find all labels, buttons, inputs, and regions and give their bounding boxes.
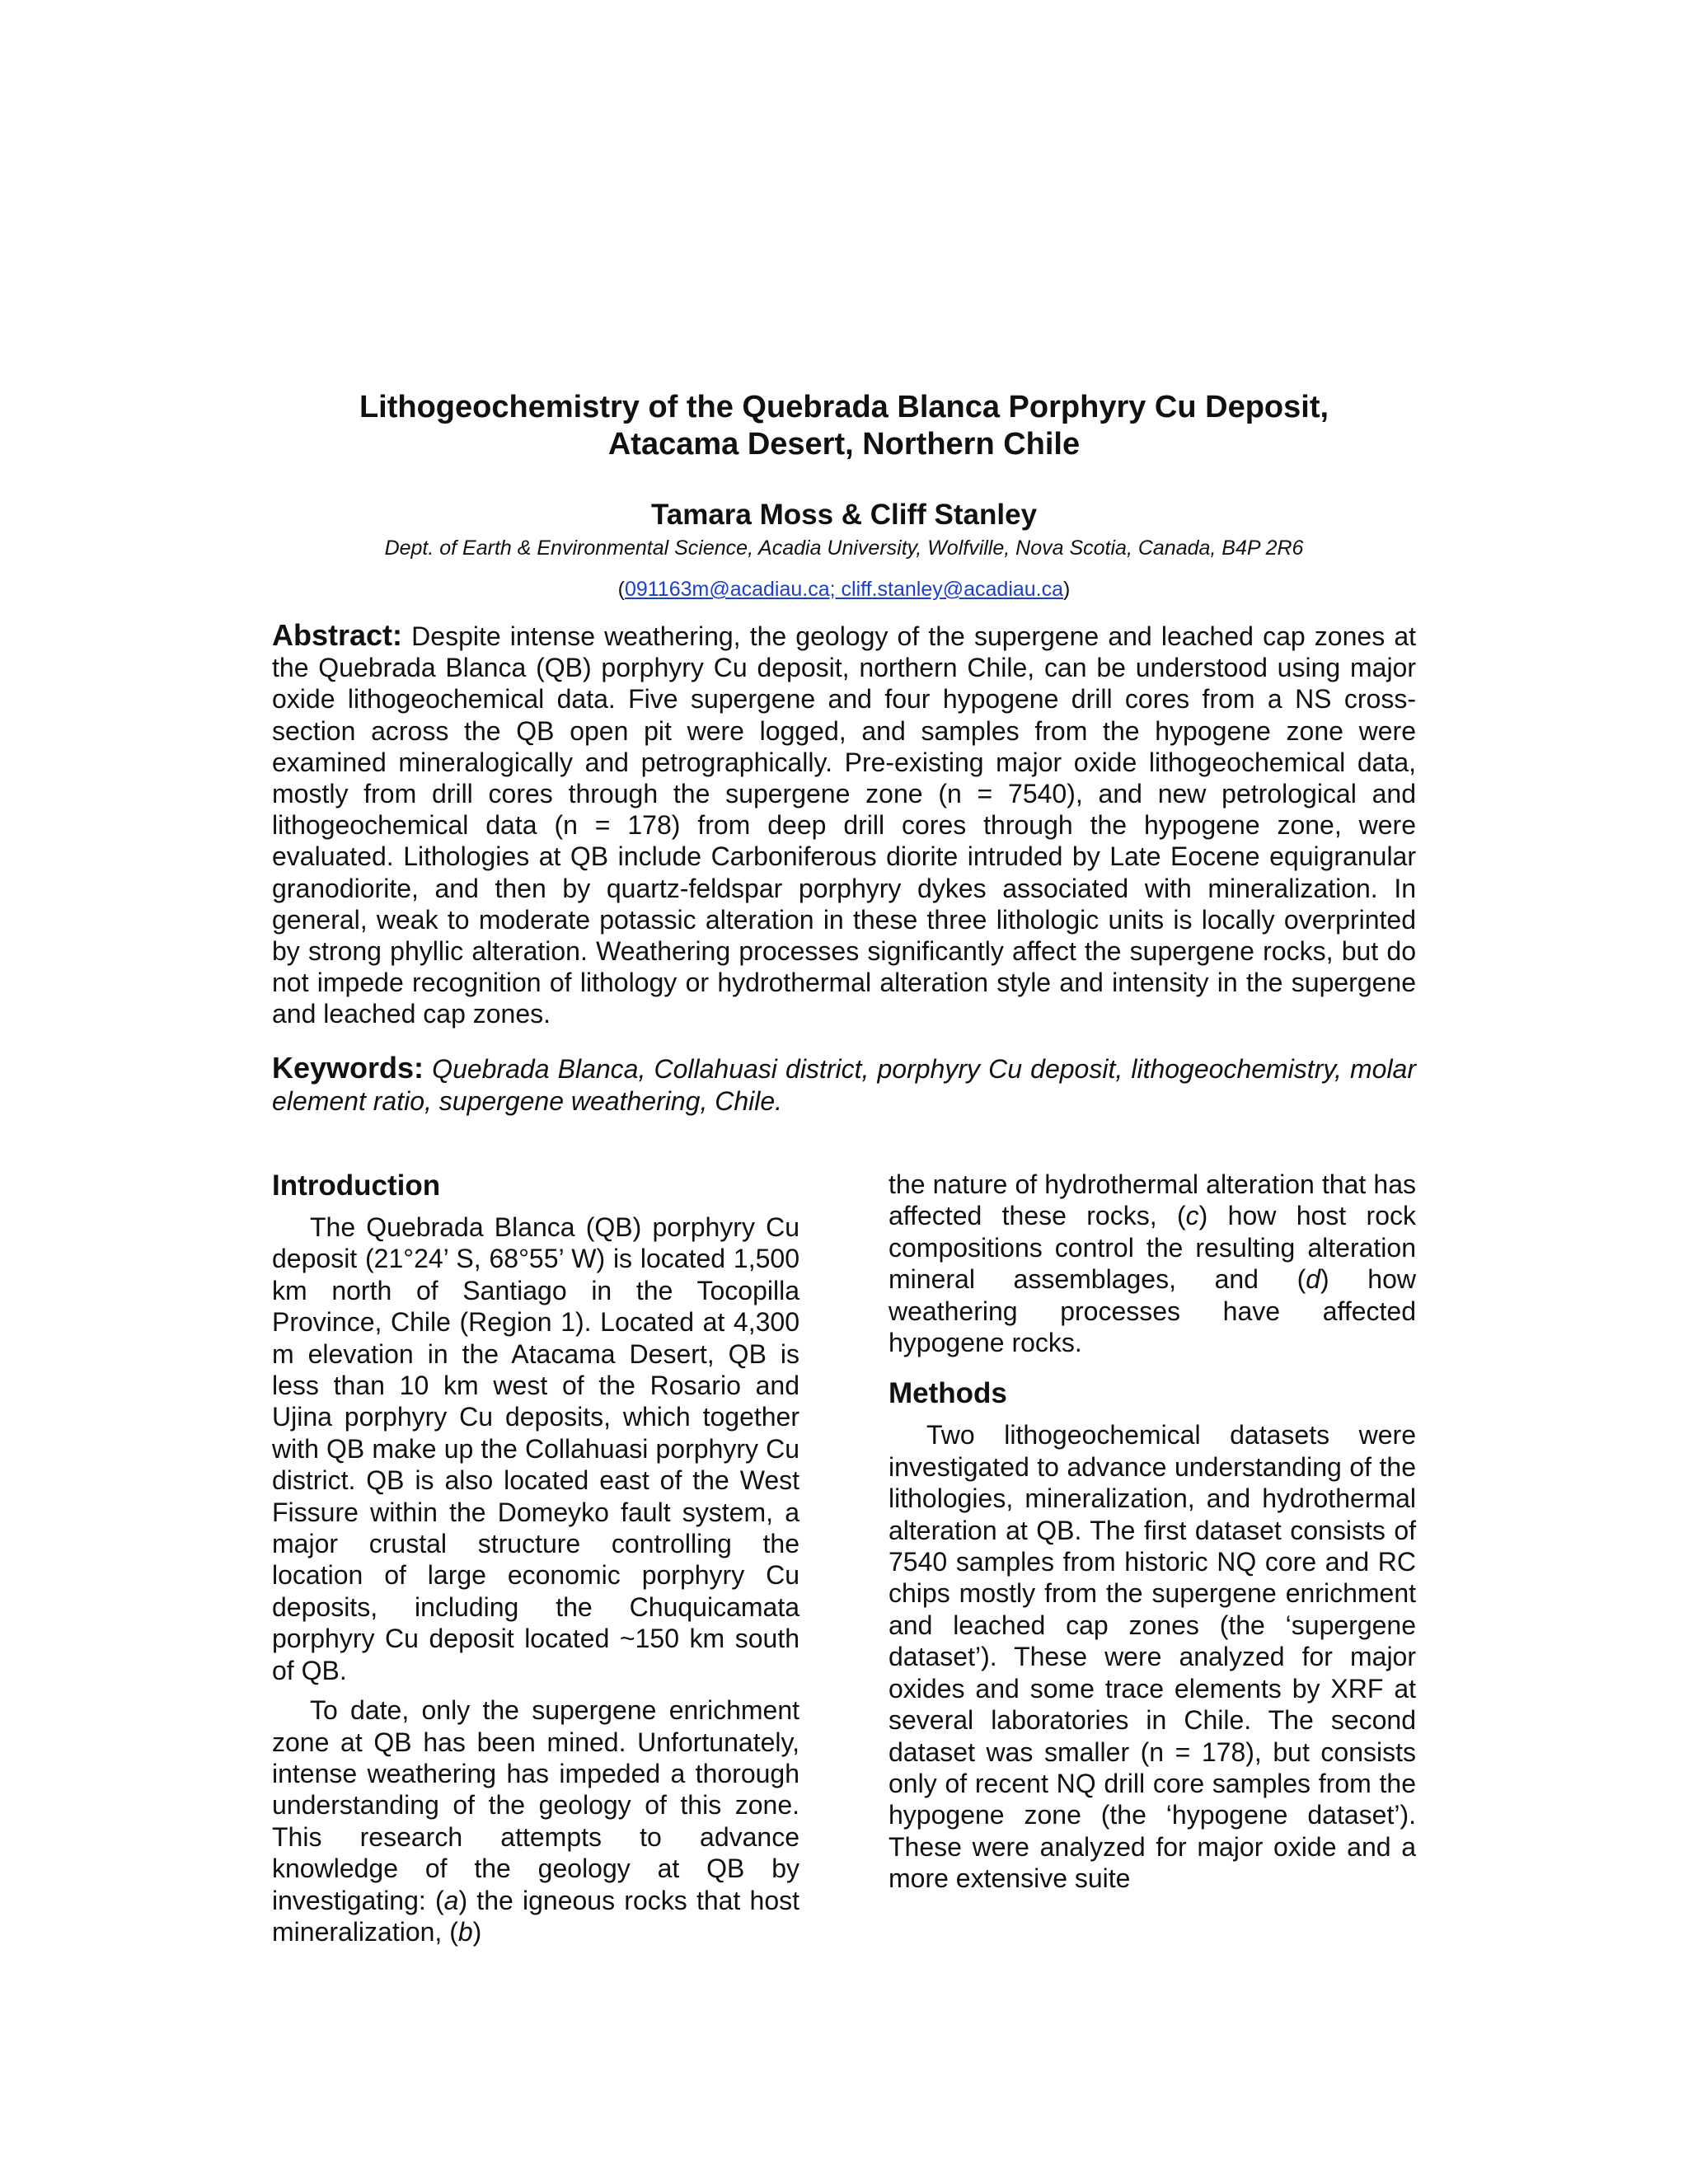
left-column — [272, 1169, 799, 1956]
intro-p2-text-3: ) — [472, 1916, 482, 1947]
emails-close-paren: ) — [1063, 578, 1071, 601]
intro-p2-item-a: a — [443, 1885, 459, 1915]
keywords-text: Quebrada Blanca, Collahuasi district, porphyry Cu deposit, lithogeochemistry, molar element ratio, supergene weathering, Chile. — [272, 1054, 1417, 1116]
intro-p2c-item-c: c — [1185, 1201, 1199, 1231]
intro-p2c-text-1: the nature of hydrothermal alteration that has affected these rocks, ( — [889, 1169, 1416, 1231]
intro-p2-text-2: ) the igneous rocks that host mineralization, ( — [272, 1885, 799, 1947]
author-emails — [270, 577, 1418, 602]
introduction-paragraph-2 — [272, 1694, 799, 1947]
methods-heading: Methods — [889, 1377, 1007, 1410]
authors: Tamara Moss & Cliff Stanley — [650, 499, 1038, 531]
emails-open-paren: ( — [617, 578, 625, 601]
intro-p2-item-b: b — [457, 1916, 473, 1947]
introduction-paragraph-1: The Quebrada Blanca (QB) porphyry Cu deposit (21°24’ S, 68°55’ W) is located 1,500 km north of Santiago in the Tocopilla Province, Chile (Region 1). Located at 4,300 m elevation in the Atacama Desert, QB is less than 10 km west of the Rosario and Ujina porphyry Cu deposits, which together with QB make up the Collahuasi porphyry Cu district. QB is also located east of the West Fissure within the Domeyko fault system, a major crustal structure controlling the location of large economic porphyry Cu deposits, including the Chuquicamata porphyry Cu deposit located ~150 km south of QB. — [272, 1212, 799, 1685]
keywords-label: Keywords: — [272, 1051, 424, 1085]
affiliation: Dept. of Earth & Environmental Science, Acadia University, Wolfville, Nova Scotia, Canada, B4P 2R6 — [384, 537, 1304, 560]
abstract — [272, 620, 1416, 1030]
methods-paragraph-1: Two lithogeochemical datasets were investigated to advance understanding of the lithologies, mineralization, and hydrothermal alteration at QB. The first dataset consists of 7540 samples from historic NQ core and RC chips mostly from the supergene enrichment and leached cap zones (the ‘supergene dataset’). These were analyzed for major oxides and some trace elements by XRF at several laboratories in Chile. The second dataset was smaller (n = 178), but consists only of recent NQ drill core samples from the hypogene zone (the ‘hypogene dataset’). These were analyzed for major oxide and a more extensive suite — [889, 1420, 1416, 1894]
paper-title — [270, 389, 1418, 463]
abstract-text: Despite intense weathering, the geology of the supergene and leached cap zones at the Quebrada Blanca (QB) porphyry Cu deposit, northern Chile, can be understood using major oxide lithogeochemical data. Five supergene and four hypogene drill cores from a NS cross-section across the QB open pit were logged, and samples from the hypogene zone were examined mineralogically and petrographically. Pre-existing major oxide lithogeochemical data, mostly from drill cores through the supergene zone (n = 7540), and new petrological and lithogeochemical data (n = 178) from deep drill cores through the hypogene zone, were evaluated. Lithologies at QB include Carboniferous diorite intruded by Late Eocene equigranular granodiorite, and then by quartz-feldspar porphyry dykes associated with mineralization. In general, weak to moderate potassic alteration in these three lithologic units is locally overprinted by strong phyllic alteration. Weathering processes significantly affect the supergene rocks, but do not impede recognition of lithology or hydrothermal alteration style and intensity in the supergene and leached cap zones. — [272, 621, 1417, 1029]
title-line-2: Atacama Desert, Northern Chile — [607, 427, 1081, 462]
title-line-1: Lithogeochemistry of the Quebrada Blanca Porphyry Cu Deposit, — [359, 390, 1329, 424]
introduction-heading: Introduction — [272, 1169, 441, 1202]
intro-p2c-text-2: ) how host rock compositions control the resulting alteration mineral assemblages, and ( — [889, 1201, 1417, 1295]
abstract-label: Abstract: — [272, 618, 403, 652]
intro-p2-text-1: To date, only the supergene enrichment zone at QB has been mined. Unfortunately, intense weathering has impeded a thorough understanding of the geology of this zone. This research attempts to advance knowledge of the geology at QB by investigating: ( — [272, 1695, 799, 1915]
intro-p2c-item-d: d — [1306, 1264, 1321, 1295]
intro-p2c-text-3: ) how weathering processes have affected hypogene rocks. — [889, 1264, 1416, 1358]
keywords — [272, 1052, 1416, 1117]
right-column — [889, 1169, 1416, 1903]
email-link[interactable]: 091163m@acadiau.ca; cliff.stanley@acadiau.ca — [624, 578, 1064, 601]
introduction-paragraph-2-continued — [889, 1169, 1416, 1358]
